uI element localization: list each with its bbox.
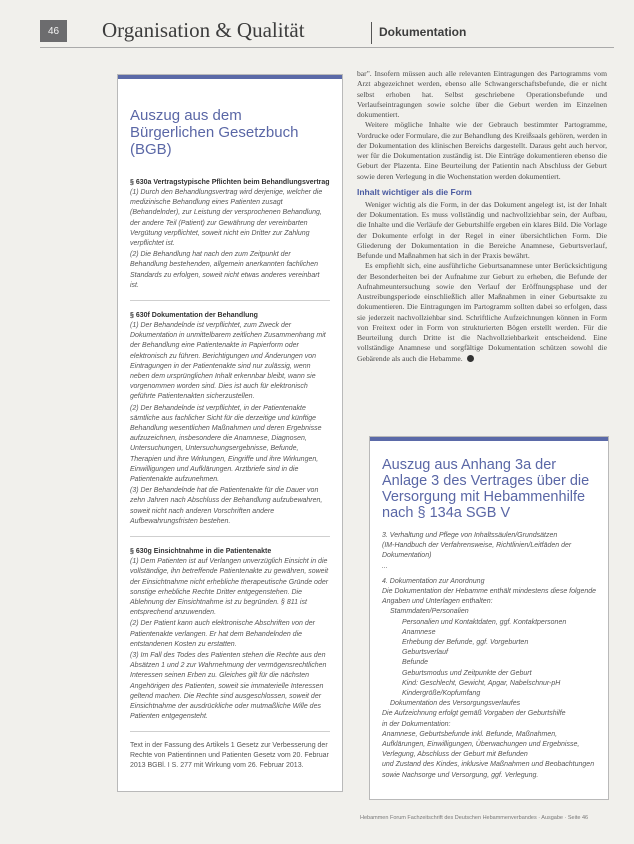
law-paragraph: (2) Der Patient kann auch elektronische Abschriften von der Patientenakte verlangen. Er hat dem Behandelnden die entstandenen Kosten zu erstatten.	[130, 620, 315, 648]
law-section	[130, 547, 330, 732]
subheading: Inhalt wichtiger als die Form	[357, 186, 472, 197]
list-item: und Zustand des Kindes, inklusive Maßnahmen und Beobachtungen sowie Nachsorge und Versorgung, ggf. Verlegung.	[382, 761, 595, 779]
header-separator	[371, 22, 372, 44]
law-paragraph: (1) Der Behandelnde ist verpflichtet, zum Zweck der Dokumentation in unmittelbarem zeitlichen Zusammenhang mit der Behandlung eine Patientenakte in Papierform oder elektronisch zu führen. Berichtigungen und Änderungen von Eintragungen in der Patientenakte sind nur zulässig, wenn neben dem ursprünglichen Inhalt erkennbar bleibt, wann sie vorgenommen worden sind. Dies ist auch für elektronisch geführte Patientenakten sicherzustellen.	[130, 322, 326, 401]
body-text: Es empfiehlt sich, eine ausführliche Geburtsanamnese unter Berücksichtigung der Besonderheiten bei der Aufnahme zur Geburt zu erheben, die Befunde der Aufnahmeuntersuchung sowie den Verlauf der Eröffnungsphase und der Austreibungsperiode einschließlich aller Maßnahmen in einer Geburtsakte zu dokumentieren. Die Eintragungen im Partogramm sollten dabei so erfolgen, dass sie jederzeit nachvollziehbar sind. Schriftliche Aufzeichnungen können in Form von Freitext oder in Form von strukturierten Bögen erstellt werden. Für die Beurteilung durch Dritte ist die Nachvollziehbarkeit entscheidend. Eine vollständige Anamnese und sorgfältige Dokumentation schützen sowohl die Gebärende als auch die Hebamme.	[357, 261, 607, 363]
law-section	[130, 178, 330, 301]
section-divider	[130, 536, 330, 537]
list-item: Die Dokumentation der Hebamme enthält mindestens diese folgende Angaben und Unterlagen enthalten:	[382, 588, 597, 606]
page-header	[40, 14, 614, 48]
law-paragraph: (3) Der Behandelnde hat die Patientenakte für die Dauer von zehn Jahren nach Abschluss der Behandlung aufzubewahren, soweit nicht nach anderen Vorschriften andere Aufbewahrungsfristen bestehen.	[130, 487, 323, 525]
list-item: Geburtsmodus und Zeitpunkte der Geburt	[402, 669, 532, 677]
law-paragraph: (1) Durch den Behandlungsvertrag wird derjenige, welcher die medizinische Behandlung eines Patienten zusagt (Behandelnder), zur Leistung der versprochenen Behandlung, der andere Teil (Patient) zur Gewährung der vereinbarten Vergütung verpflichtet, soweit nicht ein Dritter zur Zahlung verpflichtet ist.	[130, 189, 323, 248]
list-item: (IM-Handbuch der Verfahrensweise, Richtlinien/Leitfäden der Dokumentation)	[382, 542, 572, 560]
list-item: 3. Verhaltung und Pflege von Inhaltssäulen/Grundsätzen	[382, 532, 558, 539]
section-divider	[130, 300, 330, 301]
bgb-box-title: Auszug aus dem Bürgerlichen Gesetzbuch (BGB)	[130, 107, 299, 158]
list-item: Geburtsverlauf	[402, 649, 448, 657]
law-paragraph: (1) Dem Patienten ist auf Verlangen unverzüglich Einsicht in die vollständige, ihn betreffende Patientenakte zu gewähren, soweit der Einsichtnahme nicht erhebliche therapeutische Gründe oder sonstige erhebliche Rechte Dritter entgegenstehen. Die Ablehnung der Einsichtnahme ist zu begründen. § 811 ist entsprechend anzuwenden.	[130, 558, 329, 617]
list-item: Anamnese, Geburtsbefunde inkl. Befunde, Maßnahmen,	[382, 730, 558, 738]
bgb-sections	[118, 158, 342, 771]
header-rule	[40, 47, 614, 48]
list-item: Kindergröße/Kopfumfang	[402, 690, 481, 698]
law-paragraph: (2) Die Behandlung hat nach den zum Zeitpunkt der Behandlung bestehenden, allgemein anerkannten fachlichen Standards zu erfolgen, soweit nicht etwas anderes vereinbart ist.	[130, 251, 320, 289]
law-footnote: Text in der Fassung des Artikels 1 Gesetz zur Verbesserung der Rechte von Patientinnen und Patienten Gesetz vom 20. Februar 2013 BGBl. I S. 277 mit Wirkung vom 26. Februar 2013.	[130, 742, 329, 770]
hebammenhilfe-box-title: Auszug aus Anhang 3a der Anlage 3 des Vertrages über die Versorgung mit Hebammenhilfe nach § 134a SGB V	[382, 457, 590, 521]
law-paragraph: (3) Im Fall des Todes des Patienten stehen die Rechte aus den Absätzen 1 und 2 zur Wahrnehmung der vermögensrechtlichen Interessen seinen Erben zu. Gleiches gilt für die nächsten Angehörigen des Patienten, soweit sie immaterielle Interessen geltend machen. Die Rechte sind ausgeschlossen, soweit der Einsichtnahme der ausdrückliche oder mutmaßliche Wille des Patienten entgegensteht.	[130, 651, 327, 721]
body-paragraph: Weniger wichtig als die Form, in der das Dokument angelegt ist, ist der Inhalt der Dokumentation. Es muss vollständig und nachvollziehbar sein, der Aufbau, die Inhalte und die Verläufe der Geburtshilfe ergeben ein klares Bild. Die Vorlage der Dokumente erfolgt in der Regel in einer übersichtlichen Form. Die Gliederung der Dokumentation in die Bereiche Anamnese, Geburtsverlauf, Befunde und Maßnahmen hat sich in der Praxis bewährt.	[357, 199, 607, 260]
header-title: Organisation & Qualität	[102, 18, 305, 42]
end-of-article-icon	[467, 355, 474, 362]
law-section	[130, 311, 330, 537]
list-item: Aufklärungen, Einwilligungen, Überwachungen und Ergebnisse, Verlegung, Abschluss der Geburt mit Befunden	[382, 741, 580, 759]
body-paragraph: Weitere mögliche Inhalte wie der Gebrauch bestimmter Partogramme, Vordrucke oder Formulare, die zur Behandlung des Kreißsaals gehören, werden in der Dokumentation des klinischen Bereichs dargestellt. Daraus geht auch hervor, wer für die Dokumentation zuständig ist. Die Einträge dokumentieren ebenso die Geburt der Plazenta. Eine Beurteilung der Patientin nach Abschluss der Geburt sowie deren Verlegung in die Wochenstation werden dokumentiert.	[357, 120, 607, 181]
section-divider	[130, 731, 330, 732]
header-subtitle: Dokumentation	[379, 25, 467, 39]
list-item: Kind: Geschlecht, Gewicht, Apgar, Nabelschnur-pH	[402, 679, 561, 687]
list-item: Befunde	[402, 659, 429, 667]
list-item: Die Aufzeichnung erfolgt gemäß Vorgaben der Geburtshilfe	[382, 710, 566, 718]
list-item: Anamnese	[402, 628, 436, 636]
law-section-heading: § 630a Vertragstypische Pflichten beim Behandlungsvertrag	[130, 179, 330, 186]
bgb-excerpt-box	[117, 74, 343, 792]
list-item: Personalien und Kontaktdaten, ggf. Kontaktpersonen	[402, 618, 567, 626]
list-item: ...	[382, 562, 388, 570]
law-section-heading: § 630f Dokumentation der Behandlung	[130, 312, 258, 320]
law-section-heading: § 630g Einsichtnahme in die Patientenakte	[130, 548, 272, 556]
page-footer: Hebammen Forum Fachzeitschrift des Deutschen Hebammenverbandes · Ausgabe · Seite 46	[360, 815, 589, 821]
list-item: in der Dokumentation:	[382, 720, 451, 728]
list-item: Stammdaten/Personalien	[390, 608, 469, 616]
list-item: 4. Dokumentation zur Anordnung	[382, 577, 485, 585]
body-paragraph: bar". Insofern müssen auch alle relevanten Eintragungen des Partogramms vom Arzt abgezeichnet werden, ebenso alle Schwangerschaftsbefunde, die er nicht selbst erhoben hat. Selbst geschriebene Operationsbefunde und Verlaufseintragungen sowie solche über die Geburt werden im Einzelnen dokumentiert.	[357, 69, 607, 119]
law-paragraph: (2) Der Behandelnde ist verpflichtet, in der Patientenakte sämtliche aus fachlicher Sicht für die derzeitige und künftige Behandlung wesentlichen Maßnahmen und deren Ergebnisse aufzuzeichnen, insbesondere die Anamnese, Diagnosen, Untersuchungen, Untersuchungsergebnisse, Befunde, Therapien und ihre Wirkungen, Eingriffe und ihre Wirkungen, Einwilligungen und Aufklärungen. Arztbriefe sind in die Patientenakte aufzunehmen.	[130, 404, 322, 484]
page-number: 46	[40, 20, 67, 42]
list-item: Dokumentation des Versorgungsverlaufes	[390, 700, 521, 708]
hebammenhilfe-items	[370, 521, 608, 781]
main-text-column	[357, 69, 607, 364]
body-paragraph	[357, 261, 607, 364]
hebammenhilfe-excerpt-box	[369, 436, 609, 800]
list-item: Erhebung der Befunde, ggf. Vorgeburten	[402, 639, 529, 647]
